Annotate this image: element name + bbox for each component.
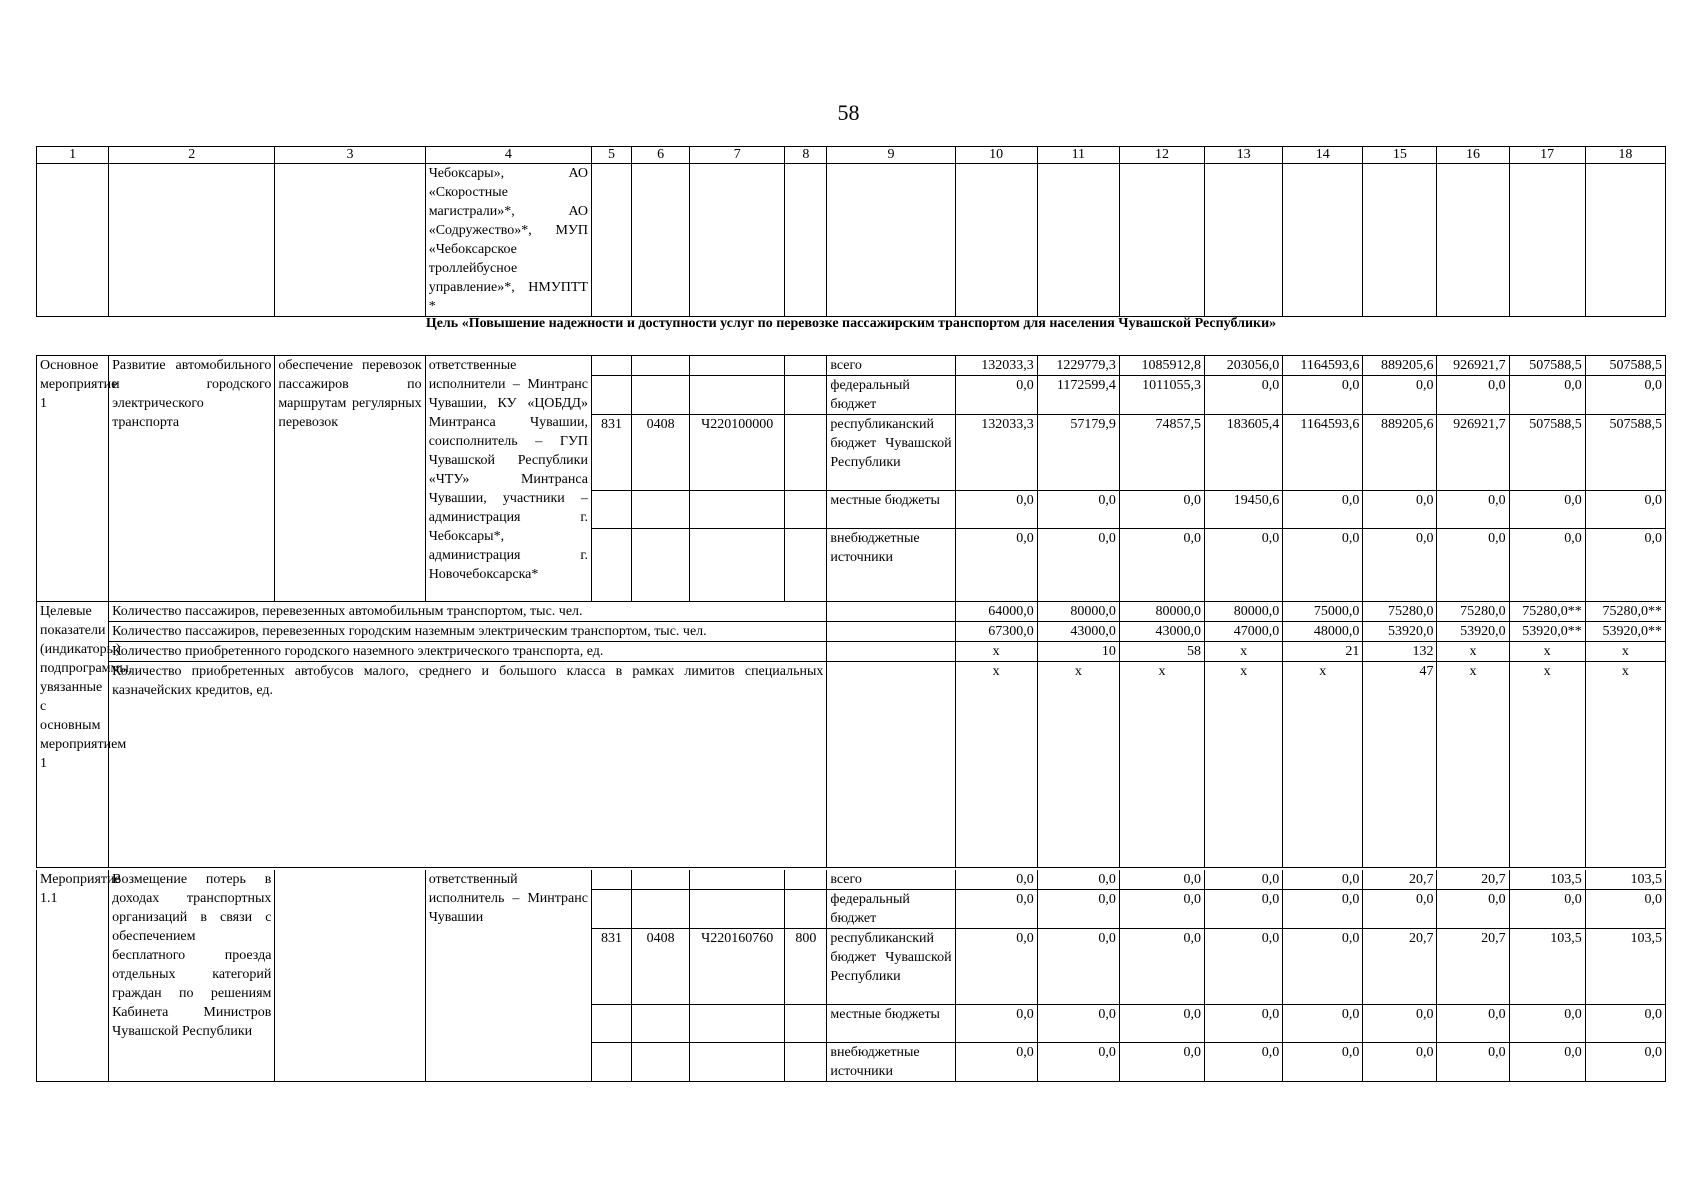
- column-number: 16: [1437, 147, 1509, 164]
- indicator-value: х: [1037, 662, 1119, 868]
- funding-value: 926921,7: [1437, 356, 1509, 376]
- table-row: [37, 147, 1666, 164]
- funding-value: 0,0: [1585, 1005, 1665, 1043]
- funding-value: 20,7: [1437, 870, 1509, 890]
- funding-value: 0,0: [1283, 890, 1363, 929]
- funding-value: 0,0: [1119, 1043, 1204, 1082]
- funding-value: 0,0: [1437, 1005, 1509, 1043]
- empty-cell: [632, 164, 690, 317]
- empty-code-cell: [785, 1043, 827, 1082]
- empty-code-cell: [690, 1005, 785, 1043]
- funding-value: 74857,5: [1119, 415, 1204, 491]
- empty-code-cell: [785, 1005, 827, 1043]
- column-number: 11: [1037, 147, 1119, 164]
- funding-value: 0,0: [1037, 1005, 1119, 1043]
- indicator-name: Количество пассажиров, перевезенных городским наземным электрическим транспортом, тыс. чел.: [109, 622, 827, 642]
- empty-code-cell: [785, 356, 827, 376]
- indicator-value: 43000,0: [1037, 622, 1119, 642]
- funding-value: 0,0: [1283, 870, 1363, 890]
- funding-value: 0,0: [1119, 1005, 1204, 1043]
- funding-value: 0,0: [1509, 376, 1585, 415]
- indicator-value: 47000,0: [1205, 622, 1283, 642]
- empty-cell: [1585, 164, 1665, 317]
- indicator-value: 80000,0: [1119, 602, 1204, 622]
- empty-code-cell: [632, 1043, 690, 1082]
- column-number: 17: [1509, 147, 1585, 164]
- funding-value: 0,0: [1119, 529, 1204, 602]
- empty-code-cell: [690, 529, 785, 602]
- indicator-value: 48000,0: [1283, 622, 1363, 642]
- funding-value: 0,0: [1037, 529, 1119, 602]
- empty-code-cell: [632, 890, 690, 929]
- funding-value: 926921,7: [1437, 415, 1509, 491]
- funding-value: 0,0: [1363, 491, 1437, 529]
- column-number: 7: [690, 147, 785, 164]
- indicator-value: 75000,0: [1283, 602, 1363, 622]
- event-title: Развитие автомобильного и городского электрического транспорта: [109, 356, 275, 602]
- funding-value: 0,0: [1363, 376, 1437, 415]
- funding-value: 0,0: [1363, 1005, 1437, 1043]
- funding-value: 0,0: [955, 870, 1037, 890]
- code-target: Ч220160760: [690, 929, 785, 1005]
- event-task: обеспечение перевозок пассажиров по маршрутам регулярных перевозок: [275, 356, 425, 602]
- funding-value: 0,0: [1205, 529, 1283, 602]
- empty-cell: [591, 164, 631, 317]
- empty-cell: [37, 164, 109, 317]
- funding-value: 0,0: [1363, 1043, 1437, 1082]
- indicator-value: 53920,0: [1363, 622, 1437, 642]
- empty-cell: [785, 164, 827, 317]
- event-title: Возмещение потерь в доходах транспортных организаций в связи с обеспечением бесплатного проезда отдельных категорий граждан по решениям Кабинета Министров Чувашской Республики: [109, 870, 275, 1082]
- code-expense: 800: [785, 929, 827, 1005]
- funding-value: 889205,6: [1363, 415, 1437, 491]
- empty-code-cell: [591, 356, 631, 376]
- funding-value: 203056,0: [1205, 356, 1283, 376]
- funding-value: 0,0: [1283, 376, 1363, 415]
- empty-code-cell: [690, 376, 785, 415]
- funding-value: 0,0: [1363, 890, 1437, 929]
- indicator-value: х: [955, 642, 1037, 662]
- indicator-value: 75280,0**: [1509, 602, 1585, 622]
- table-row: [37, 642, 1666, 662]
- funding-value: 0,0: [1037, 1043, 1119, 1082]
- funding-value: 0,0: [1585, 890, 1665, 929]
- funding-value: 507588,5: [1585, 415, 1665, 491]
- funding-value: 0,0: [1585, 376, 1665, 415]
- funding-value: 0,0: [1205, 890, 1283, 929]
- funding-value: 0,0: [955, 890, 1037, 929]
- funding-value: 0,0: [1119, 890, 1204, 929]
- funding-value: 0,0: [1037, 870, 1119, 890]
- indicator-value: 53920,0**: [1585, 622, 1665, 642]
- column-number: 1: [37, 147, 109, 164]
- empty-code-cell: [690, 890, 785, 929]
- indicator-value: 75280,0**: [1585, 602, 1665, 622]
- table-row: [37, 602, 1666, 622]
- funding-value: 0,0: [1283, 929, 1363, 1005]
- empty-code-cell: [591, 529, 631, 602]
- column-number: 4: [425, 147, 591, 164]
- funding-value: 0,0: [1585, 529, 1665, 602]
- continuation-text: Чебоксары», АО «Скоростные магистрали»*, АО «Содружество»*, МУП «Чебоксарское троллейбусное управление»*, НМУПТТ *: [425, 164, 591, 317]
- empty-cell: [275, 164, 425, 317]
- funding-value: 0,0: [1283, 491, 1363, 529]
- funding-value: 0,0: [1119, 870, 1204, 890]
- page-number: 58: [837, 100, 860, 125]
- empty-cell: [1205, 164, 1283, 317]
- column-number: 3: [275, 147, 425, 164]
- indicator-value: х: [955, 662, 1037, 868]
- indicator-value: х: [1585, 642, 1665, 662]
- indicator-value: х: [1437, 642, 1509, 662]
- empty-code-cell: [785, 870, 827, 890]
- indicator-value: 75280,0: [1437, 602, 1509, 622]
- funding-source: внебюджетные источники: [827, 529, 955, 602]
- indicator-name: Количество приобретенного городского наземного электрического транспорта, ед.: [109, 642, 827, 662]
- empty-cell: [827, 602, 955, 622]
- indicator-value: х: [1509, 662, 1585, 868]
- indicator-value: х: [1509, 642, 1585, 662]
- empty-code-cell: [632, 1005, 690, 1043]
- code-section: 0408: [632, 415, 690, 491]
- funding-value: 0,0: [1283, 1043, 1363, 1082]
- table-row: [37, 870, 1666, 890]
- empty-code-cell: [785, 529, 827, 602]
- empty-cell: [1283, 164, 1363, 317]
- funding-value: 0,0: [955, 929, 1037, 1005]
- funding-value: 0,0: [1283, 529, 1363, 602]
- funding-source: республиканский бюджет Чувашской Республики: [827, 415, 955, 491]
- funding-value: 57179,9: [1037, 415, 1119, 491]
- funding-value: 0,0: [955, 1005, 1037, 1043]
- indicator-value: х: [1205, 662, 1283, 868]
- empty-cell: [827, 662, 955, 868]
- empty-code-cell: [785, 376, 827, 415]
- funding-source: федеральный бюджет: [827, 890, 955, 929]
- funding-value: 0,0: [955, 376, 1037, 415]
- code-grbs: 831: [591, 929, 631, 1005]
- empty-code-cell: [690, 1043, 785, 1082]
- empty-code-cell: [632, 491, 690, 529]
- column-number: 15: [1363, 147, 1437, 164]
- funding-value: 132033,3: [955, 356, 1037, 376]
- event-executors: ответственный исполнитель – Минтранс Чувашии: [425, 870, 591, 1082]
- indicator-name: Количество приобретенных автобусов малого, среднего и большого класса в рамках лимитов специальных казначейских кредитов, ед.: [109, 662, 827, 868]
- empty-code-cell: [632, 529, 690, 602]
- column-number: 5: [591, 147, 631, 164]
- column-number: 6: [632, 147, 690, 164]
- funding-value: 20,7: [1363, 929, 1437, 1005]
- column-number: 14: [1283, 147, 1363, 164]
- indicator-value: 80000,0: [1205, 602, 1283, 622]
- empty-cell: [827, 642, 955, 662]
- funding-source: республиканский бюджет Чувашской Республики: [827, 929, 955, 1005]
- indicator-name: Количество пассажиров, перевезенных автомобильным транспортом, тыс. чел.: [109, 602, 827, 622]
- funding-value: 0,0: [1205, 376, 1283, 415]
- column-number: 8: [785, 147, 827, 164]
- funding-source: всего: [827, 356, 955, 376]
- funding-value: 1085912,8: [1119, 356, 1204, 376]
- funding-value: 0,0: [1509, 1005, 1585, 1043]
- indicator-value: х: [1205, 642, 1283, 662]
- empty-code-cell: [785, 890, 827, 929]
- indicator-value: 80000,0: [1037, 602, 1119, 622]
- event-label: Основное мероприятие 1: [37, 356, 109, 602]
- indicator-value: х: [1585, 662, 1665, 868]
- event-label: Мероприятие 1.1: [37, 870, 109, 1082]
- funding-value: 1172599,4: [1037, 376, 1119, 415]
- funding-value: 103,5: [1585, 929, 1665, 1005]
- indicator-value: 75280,0: [1363, 602, 1437, 622]
- funding-value: 0,0: [1509, 491, 1585, 529]
- funding-value: 132033,3: [955, 415, 1037, 491]
- funding-value: 889205,6: [1363, 356, 1437, 376]
- funding-value: 0,0: [1363, 529, 1437, 602]
- funding-source: местные бюджеты: [827, 1005, 955, 1043]
- funding-value: 0,0: [1205, 929, 1283, 1005]
- code-section: 0408: [632, 929, 690, 1005]
- funding-value: 1229779,3: [1037, 356, 1119, 376]
- funding-value: 0,0: [955, 529, 1037, 602]
- funding-value: 0,0: [1437, 491, 1509, 529]
- funding-value: 183605,4: [1205, 415, 1283, 491]
- empty-code-cell: [591, 1043, 631, 1082]
- funding-value: 0,0: [955, 1043, 1037, 1082]
- funding-source: федеральный бюджет: [827, 376, 955, 415]
- empty-cell: [955, 164, 1037, 317]
- empty-code-cell: [690, 356, 785, 376]
- empty-code-cell: [632, 376, 690, 415]
- empty-cell: [109, 164, 275, 317]
- funding-value: 103,5: [1509, 929, 1585, 1005]
- funding-value: 19450,6: [1205, 491, 1283, 529]
- table-continuation: [36, 146, 1666, 317]
- funding-value: 0,0: [1205, 1005, 1283, 1043]
- empty-cell: [1437, 164, 1509, 317]
- indicator-value: 47: [1363, 662, 1437, 868]
- funding-value: 103,5: [1585, 870, 1665, 890]
- funding-value: 0,0: [1437, 376, 1509, 415]
- indicator-value: 53920,0**: [1509, 622, 1585, 642]
- indicators-label: Целевые показатели (индикаторы) подпрограммы, увязанные с основным мероприятием 1: [37, 602, 109, 868]
- funding-value: 0,0: [1509, 529, 1585, 602]
- funding-value: 0,0: [1037, 491, 1119, 529]
- funding-value: 507588,5: [1509, 356, 1585, 376]
- indicator-value: х: [1437, 662, 1509, 868]
- column-number: 13: [1205, 147, 1283, 164]
- empty-code-cell: [591, 870, 631, 890]
- empty-cell: [1037, 164, 1119, 317]
- funding-value: 0,0: [1585, 491, 1665, 529]
- code-target: Ч220100000: [690, 415, 785, 491]
- funding-value: 103,5: [1509, 870, 1585, 890]
- funding-value: 0,0: [1509, 890, 1585, 929]
- goal-heading: Цель «Повышение надежности и доступности услуг по перевозке пассажирским транспортом для населения Чувашской Республики»: [425, 316, 1277, 331]
- indicator-value: 10: [1037, 642, 1119, 662]
- funding-value: 0,0: [1119, 491, 1204, 529]
- empty-cell: [1363, 164, 1437, 317]
- funding-source: внебюджетные источники: [827, 1043, 955, 1082]
- funding-value: 0,0: [1437, 890, 1509, 929]
- empty-cell: [1119, 164, 1204, 317]
- empty-cell: [827, 164, 955, 317]
- funding-value: 1164593,6: [1283, 415, 1363, 491]
- table-row: [37, 662, 1666, 868]
- empty-code-cell: [591, 1005, 631, 1043]
- funding-value: 20,7: [1437, 929, 1509, 1005]
- indicator-value: х: [1283, 662, 1363, 868]
- column-number: 2: [109, 147, 275, 164]
- empty-cell: [1509, 164, 1585, 317]
- table-row: [37, 356, 1666, 376]
- funding-value: 1011055,3: [1119, 376, 1204, 415]
- funding-value: 0,0: [1205, 870, 1283, 890]
- code-expense: [785, 415, 827, 491]
- empty-code-cell: [785, 491, 827, 529]
- funding-value: 0,0: [1509, 1043, 1585, 1082]
- indicator-value: х: [1119, 662, 1204, 868]
- funding-value: 0,0: [1585, 1043, 1665, 1082]
- funding-value: 0,0: [1037, 929, 1119, 1005]
- indicator-value: 132: [1363, 642, 1437, 662]
- empty-code-cell: [591, 376, 631, 415]
- column-number: 10: [955, 147, 1037, 164]
- empty-code-cell: [690, 491, 785, 529]
- column-number: 12: [1119, 147, 1204, 164]
- indicator-value: 43000,0: [1119, 622, 1204, 642]
- column-number: 9: [827, 147, 955, 164]
- table-main-event: [36, 355, 1666, 868]
- indicator-value: 53920,0: [1437, 622, 1509, 642]
- event-executors: ответственные исполнители – Минтранс Чувашии, КУ «ЦОБДД» Минтранса Чувашии, соисполнитель – ГУП Чувашской Республики «ЧТУ» Минтранса Чувашии, участники – администрация г. Чебоксары*, администрация г. Новочебоксарска*: [425, 356, 591, 602]
- column-number: 18: [1585, 147, 1665, 164]
- funding-value: 507588,5: [1509, 415, 1585, 491]
- indicator-value: 64000,0: [955, 602, 1037, 622]
- funding-value: 507588,5: [1585, 356, 1665, 376]
- indicator-value: 58: [1119, 642, 1204, 662]
- empty-code-cell: [632, 356, 690, 376]
- funding-value: 1164593,6: [1283, 356, 1363, 376]
- empty-cell: [827, 622, 955, 642]
- indicator-value: 21: [1283, 642, 1363, 662]
- funding-value: 0,0: [1437, 529, 1509, 602]
- empty-cell: [690, 164, 785, 317]
- funding-value: 0,0: [1037, 890, 1119, 929]
- event-task: [275, 870, 425, 1082]
- empty-code-cell: [591, 491, 631, 529]
- empty-code-cell: [632, 870, 690, 890]
- funding-source: всего: [827, 870, 955, 890]
- funding-value: 0,0: [1119, 929, 1204, 1005]
- funding-source: местные бюджеты: [827, 491, 955, 529]
- table-event-1-1: [36, 870, 1666, 1082]
- empty-code-cell: [690, 870, 785, 890]
- code-grbs: 831: [591, 415, 631, 491]
- funding-value: 0,0: [1205, 1043, 1283, 1082]
- funding-value: 0,0: [1283, 1005, 1363, 1043]
- funding-value: 20,7: [1363, 870, 1437, 890]
- empty-code-cell: [591, 890, 631, 929]
- indicator-value: 67300,0: [955, 622, 1037, 642]
- table-row: [37, 164, 1666, 317]
- funding-value: 0,0: [955, 491, 1037, 529]
- funding-value: 0,0: [1437, 1043, 1509, 1082]
- table-row: [37, 622, 1666, 642]
